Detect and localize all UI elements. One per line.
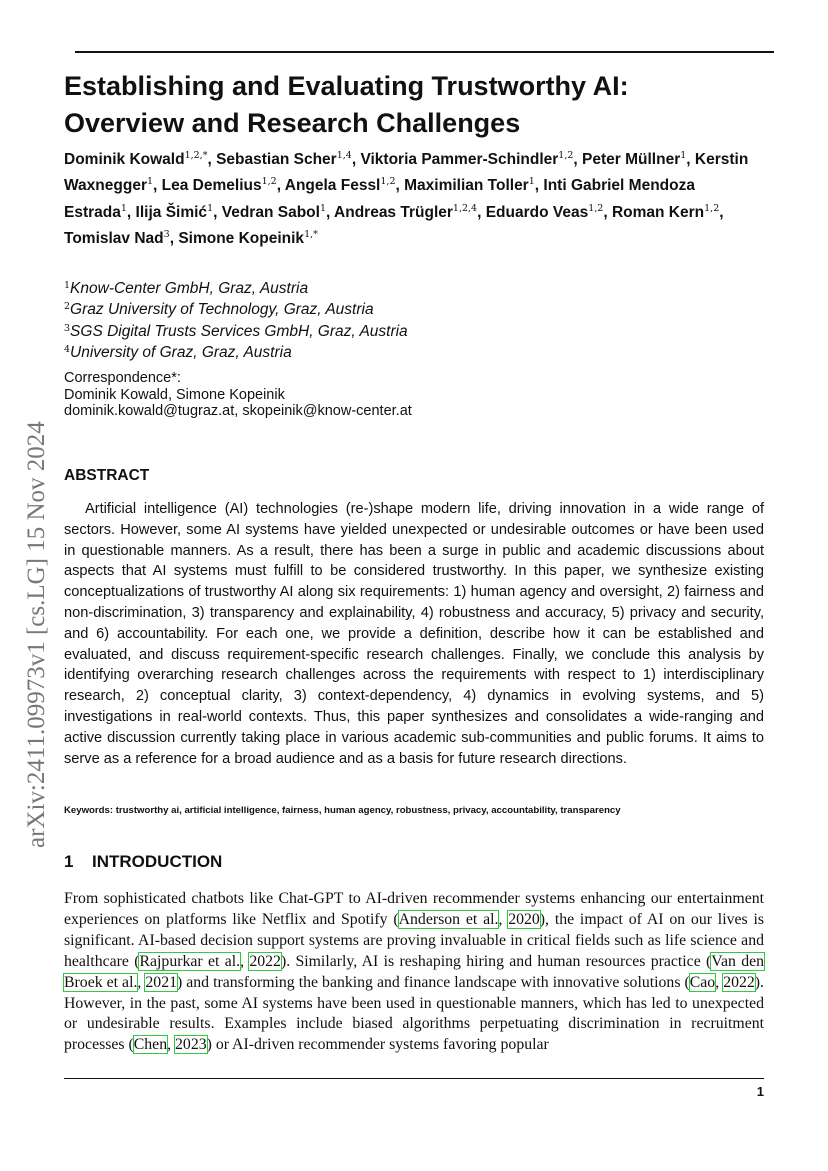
author-affiliation-marker: 1: [680, 150, 687, 161]
author: [582, 151, 686, 168]
author-affiliation-marker: 1,2: [558, 150, 574, 161]
correspondence-block: [64, 370, 764, 420]
intro-text: ,: [137, 973, 146, 991]
author: [404, 177, 535, 194]
author-list: Dominik Kowald$^{1,2,*}$, Sebastian Scher$^{1,4}$, Viktoria Pammer-Schindler$^{1,2}$, Peter Müllner$^1$, Kerstin Waxnegger$^1$, Lea Demelius$^{1,2}$, Angela Fessl$^{1,2}$, Maximilian Toller$^1$, Inti Gabriel Mendoza Estrada$^1$, Ilija Šimić$^1$, Vedran Sabol$^1$, Andreas Trügler$^{1,2,4}$, Eduardo Veas$^{1,2}$, Roman Kern$^{1,2}$, Tomislav Nad$^3$, Simone Kopeinik$^{1,*}$: [64, 150, 749, 248]
author-name: Kerstin Waxnegger: [64, 151, 749, 195]
author: [162, 177, 277, 194]
affiliation-text: SGS Digital Trusts Services GmbH, Graz, Austria: [70, 322, 408, 340]
citation-link[interactable]: Rajpurkar et al.: [139, 952, 241, 970]
author-name: Lea Demelius: [161, 177, 262, 195]
intro-text: ) or AI-driven recommender systems favoring popular: [206, 1036, 549, 1054]
author: [360, 151, 573, 168]
intro-text: ) and transforming the banking and finance landscape with innovative solutions (: [176, 973, 690, 991]
affiliation-number: 1: [64, 280, 71, 291]
affiliation-number: 4: [64, 343, 71, 355]
author-affiliation-marker: 1: [207, 202, 214, 214]
citation-link[interactable]: Cao: [689, 973, 716, 991]
correspondence-emails: dominik.kowald@tugraz.at, skopeinik@know-center.at: [64, 403, 412, 419]
section-number: 1: [64, 852, 74, 871]
author-name: Peter Müllner: [582, 151, 681, 168]
author-name: Maximilian Toller: [404, 177, 529, 195]
intro-text: From sophisticated chatbots like Chat-GPT to AI-driven recommender systems enhancing our entertainment experiences on platforms like Netflix and Spotify (: [64, 890, 764, 928]
author-name: Andreas Trügler: [334, 203, 453, 221]
keywords: Keywords: trustworthy ai, artificial intelligence, fairness, human agency, robustness, privacy, accountability, transparency: [64, 805, 621, 816]
author-affiliation-marker: 1,2,4: [452, 202, 478, 214]
paper-title: [64, 68, 764, 142]
author-affiliation-marker: 1: [120, 202, 127, 214]
author-name: Viktoria Pammer-Schindler: [360, 151, 559, 168]
author-affiliation-marker: 3: [163, 229, 170, 241]
author-name: Angela Fessl: [284, 177, 381, 195]
author: [178, 230, 318, 247]
affiliation-text: Know-Center GmbH, Graz, Austria: [70, 280, 309, 297]
author-name: Dominik Kowald: [64, 151, 185, 168]
affiliation: [64, 321, 764, 342]
correspondence-names: Dominik Kowald, Simone Kopeinik: [64, 386, 285, 403]
author: [136, 204, 214, 221]
author-affiliation-marker: 1,2: [588, 202, 604, 214]
author-affiliation-marker: 1,*: [304, 229, 318, 241]
author-affiliation-marker: 1,2: [380, 176, 396, 188]
author: [334, 204, 477, 221]
author-name: Inti Gabriel Mendoza Estrada: [64, 177, 695, 221]
author: [216, 151, 352, 168]
intro-text: ,: [240, 952, 250, 970]
abstract-text: Artificial intelligence (AI) technologies (re-)shape modern life, driving innovation in a wide range of sectors. However, some AI systems have yielded unexpected or undesirable outcomes or have been used in questionable manners. As a result, there has been a surge in public and academic discussions about aspects that AI systems must fulfill to be considered trustworthy. In this paper, we synthesize existing conceptualizations of trustworthy AI along six requirements: 1) human agency and oversight, 2) fairness and non-discrimination, 3) transparency and explainability, 4) robustness and accuracy, 5) privacy and security, and 6) accountability. For each one, we provide a definition, describe how it can be established and evaluated, and discuss requirement-specific research challenges. Finally, we conclude this analysis by identifying overarching research challenges across the requirements with respect to 1) interdisciplinary research, 2) conceptual clarity, 3) context-dependency, 4) dynamics in evolving systems, and 5) investigations in real-world contexts. Thus, this paper synthesizes and consolidates a wide-ranging and active discussion currently taking place in various academic sub-communities and public forums. It aims to serve as a reference for a broad audience and as a basis for future research directions.: [64, 501, 764, 767]
section-title: INTRODUCTION: [92, 852, 223, 871]
author-name: Tomislav Nad: [64, 230, 164, 248]
page-number: 1: [756, 1084, 764, 1099]
affiliation-number: 2: [64, 301, 71, 313]
author-affiliation-marker: 1,2,*: [184, 150, 208, 161]
footer-rule: [64, 1078, 764, 1079]
author-name: Sebastian Scher: [216, 151, 337, 168]
abstract-heading: ABSTRACT: [64, 467, 150, 484]
affiliation-text: University of Graz, Graz, Austria: [70, 343, 292, 361]
citation-link[interactable]: 2022: [723, 973, 755, 991]
author: [486, 204, 604, 221]
title-line-2: Overview and Research Challenges: [64, 108, 521, 138]
author-name: Vedran Sabol: [221, 203, 320, 221]
author-affiliation-marker: 1: [146, 176, 154, 188]
citation-link[interactable]: 2020: [508, 910, 540, 928]
affiliation: [64, 299, 764, 320]
author-affiliation-marker: 1: [319, 202, 326, 214]
author: [612, 204, 719, 221]
author: [222, 204, 326, 221]
intro-text: ,: [167, 1036, 176, 1054]
author-affiliation-marker: 1,2: [261, 176, 277, 188]
intro-text: ,: [498, 910, 509, 928]
section-heading-introduction: [64, 852, 222, 872]
author-name: Eduardo Veas: [485, 203, 589, 221]
author-affiliation-marker: 1,2: [704, 202, 720, 214]
author: [64, 230, 170, 247]
author-name: Simone Kopeinik: [178, 230, 305, 248]
affiliation-list: [64, 278, 764, 363]
author: [285, 177, 396, 194]
intro-text: ,: [715, 973, 724, 991]
intro-text: ). Similarly, AI is reshaping hiring and human resources practice (: [280, 952, 712, 970]
correspondence-label: Correspondence*:: [64, 370, 181, 386]
citation-link[interactable]: 2021: [145, 973, 177, 991]
arxiv-stamp: arXiv:2411.09973v1 [cs.LG] 15 Nov 2024: [23, 421, 50, 848]
author: [64, 151, 207, 168]
citation-link[interactable]: 2023: [175, 1036, 207, 1054]
affiliation-text: Graz University of Technology, Graz, Austria: [70, 301, 374, 319]
intro-text: ). However, in the past, some AI systems have been used in questionable manners, which has led to unexpected or undesirable results. Examples include biased algorithms perpetuating discrimination in recruitment processes (: [64, 973, 764, 1054]
affiliation: [64, 342, 764, 363]
author-name: Ilija Šimić: [135, 203, 208, 221]
introduction-paragraph: [64, 889, 764, 1056]
citation-link[interactable]: Chen: [133, 1036, 168, 1054]
citation-link[interactable]: 2022: [249, 952, 281, 970]
citation-link[interactable]: Van den Broek et al.: [64, 952, 764, 991]
title-line-1: Establishing and Evaluating Trustworthy AI:: [64, 71, 629, 101]
affiliation: [64, 278, 764, 299]
author-affiliation-marker: 1: [528, 176, 535, 188]
affiliation-number: 3: [64, 322, 71, 334]
author-affiliation-marker: 1,4: [336, 150, 352, 161]
header-rule: [75, 51, 774, 53]
author-name: Roman Kern: [611, 203, 705, 221]
intro-text: ), the impact of AI on our lives is significant. AI-based decision support systems are proving invaluable in critical fields such as life science and healthcare (: [64, 910, 764, 970]
citation-link[interactable]: Anderson et al.: [398, 910, 499, 928]
